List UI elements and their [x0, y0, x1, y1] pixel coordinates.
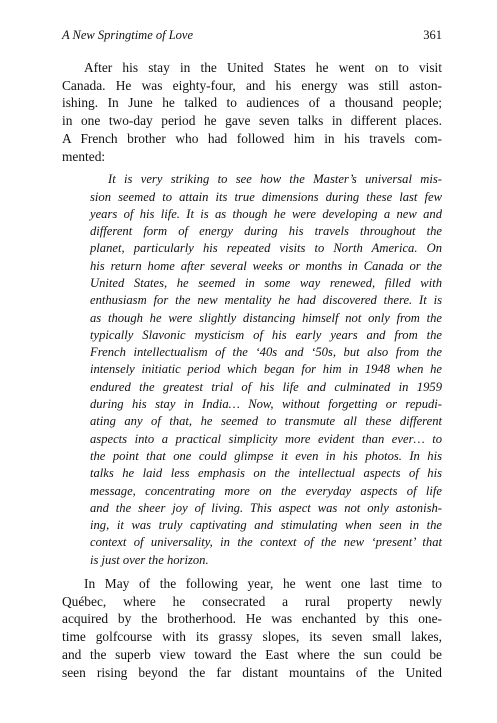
quote-line: ating any of that, he seemed to transmute all these different: [90, 414, 442, 429]
quote-line: message, concentrating more on the everyday aspects of life: [90, 483, 442, 498]
paragraph-1: [62, 59, 442, 165]
text-line: acquired by the brotherhood. He was enchanted by this one-: [62, 611, 442, 627]
quote-line: endured the greatest trial of his life and culminated in 1959: [90, 379, 442, 394]
quote-line: as though he were slightly distancing himself not only from the: [90, 310, 442, 325]
text-line: seen rising beyond the far distant mountains of the United: [62, 664, 442, 680]
text-line: Québec, where he consecrated a rural property newly: [62, 593, 442, 609]
quote-line: enthusiasm for the new mentality he had discovered there. It is: [90, 293, 442, 308]
text-line: A French brother who had followed him in his travels com-: [62, 130, 442, 146]
running-header: [62, 28, 442, 43]
quote-line: ing, it was truly captivating and stimulating when seen in the: [90, 518, 442, 533]
book-page: [62, 28, 442, 681]
quote-line: French intellectualism of the ‘40s and ‘50s, but also from the: [90, 345, 442, 360]
quote-line: typically Slavonic mysticism of his early years and from the: [90, 327, 442, 342]
quote-line: different form of energy during his travels throughout the: [90, 224, 442, 239]
quote-line: context of universality, in the context of the new ‘present’ that: [90, 535, 442, 550]
quote-line: aspects into a practical simplicity more evident than ever… to: [90, 431, 442, 446]
quote-line: sion seemed to attain its true dimensions during these last few: [90, 189, 442, 204]
text-line: time golfcourse with its grassy slopes, its seven small lakes,: [62, 629, 442, 645]
quote-line: and the sheer joy of living. This aspect was not only astonish-: [90, 500, 442, 515]
quote-line: talks he laid less emphasis on the intellectual aspects of his: [90, 466, 442, 481]
quote-line: is just over the horizon.: [90, 552, 209, 567]
paragraph-2: [62, 575, 442, 681]
running-title: A New Springtime of Love: [62, 28, 194, 42]
text-line: in one two-day period he gave seven talks in different places.: [62, 113, 442, 129]
text-line: In May of the following year, he went one last time to: [84, 576, 442, 592]
text-line: ishing. In June he talked to audiences of a thousand people;: [62, 95, 442, 111]
quote-line: during his stay in India… Now, without forgetting or repudi-: [90, 397, 442, 412]
quote-line: It is very striking to see how the Master’s universal mis-: [108, 172, 442, 187]
quote-line: his return home after several weeks or months in Canada or the: [90, 258, 442, 273]
quote-line: years of his life. It is as though he were developing a new and: [90, 206, 442, 221]
page-number: 361: [423, 28, 442, 42]
quote-line: the point that one could glimpse it even in his photos. In his: [90, 448, 442, 463]
quote-line: planet, particularly his repeated visits to North America. On: [90, 241, 442, 256]
text-line: After his stay in the United States he went on to visit: [84, 60, 442, 75]
block-quote: [90, 171, 442, 569]
text-line: and the superb view toward the East where the sun could be: [62, 646, 442, 662]
quote-line: intensely initiatic period which began for him in 1948 when he: [90, 362, 442, 377]
text-line: mented:: [62, 148, 106, 164]
text-line: Canada. He was eighty-four, and his energy was still aston-: [62, 77, 442, 93]
quote-line: United States, he seemed in some way renewed, filled with: [90, 276, 442, 290]
